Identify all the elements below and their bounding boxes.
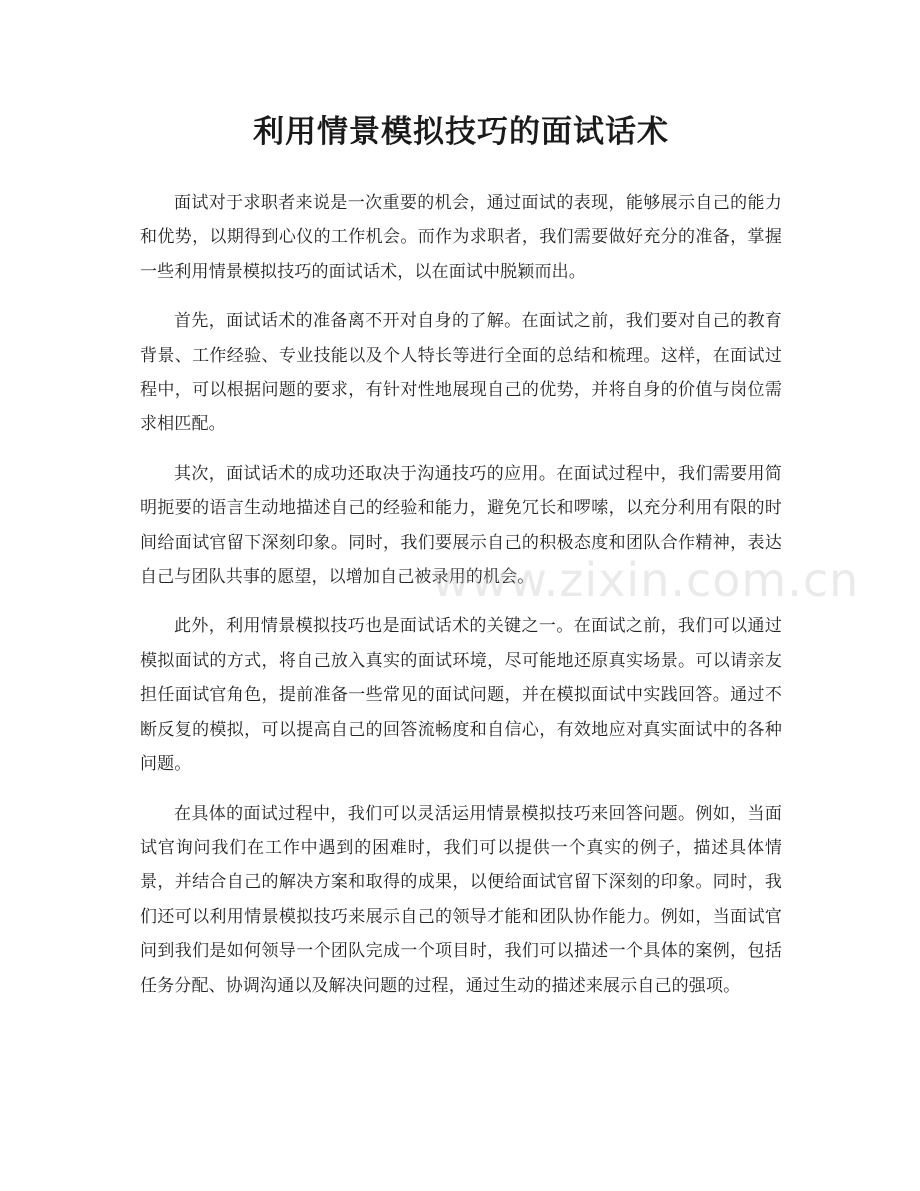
paragraph-1: 面试对于求职者来说是一次重要的机会，通过面试的表现，能够展示自己的能力和优势，以期得到心仪的工作机会。而作为求职者，我们需要做好充分的准备，掌握一些利用情景模拟技巧的面试话术，以在面试中脱颖而出。 xyxy=(140,193,782,282)
document-body xyxy=(140,186,782,1003)
watermark: www.zixin.com.cn xyxy=(432,553,860,607)
paragraph-3: 其次，面试话术的成功还取决于沟通技巧的应用。在面试过程中，我们需要用简明扼要的语言生动地描述自己的经验和能力，避免冗长和啰嗦，以充分利用有限的时间给面试官留下深刻印象。同时，我们要展示自己的积极态度和团队合作精神，表达自己与团队共事的愿望，以增加自己被录用的机会。 xyxy=(140,463,782,588)
paragraph-5: 在具体的面试过程中，我们可以灵活运用情景模拟技巧来回答问题。例如，当面试官询问我们在工作中遇到的困难时，我们可以提供一个真实的例子，描述具体情景，并结合自己的解决方案和取得的成果，以便给面试官留下深刻的印象。同时，我们还可以利用情景模拟技巧来展示自己的领导才能和团队协作能力。例如，当面试官问到我们是如何领导一个团队完成一个项目时，我们可以描述一个具体的案例，包括任务分配、协调沟通以及解决问题的过程，通过生动的描述来展示自己的强项。 xyxy=(140,803,782,996)
paragraph-2: 首先，面试话术的准备离不开对自身的了解。在面试之前，我们要对自己的教育背景、工作经验、专业技能以及个人特长等进行全面的总结和梳理。这样，在面试过程中，可以根据问题的要求，有针对性地展现自己的优势，并将自身的价值与岗位需求相匹配。 xyxy=(140,311,782,435)
paragraph-4: 此外，利用情景模拟技巧也是面试话术的关键之一。在面试之前，我们可以通过模拟面试的方式，将自己放入真实的面试环境，尽可能地还原真实场景。可以请亲友担任面试官角色，提前准备一些常见的面试问题，并在模拟面试中实践回答。通过不断反复的模拟，可以提高自己的回答流畅度和自信心，有效地应对真实面试中的各种问题。 xyxy=(140,616,782,775)
document-title: 利用情景模拟技巧的面试话术 xyxy=(253,114,669,150)
